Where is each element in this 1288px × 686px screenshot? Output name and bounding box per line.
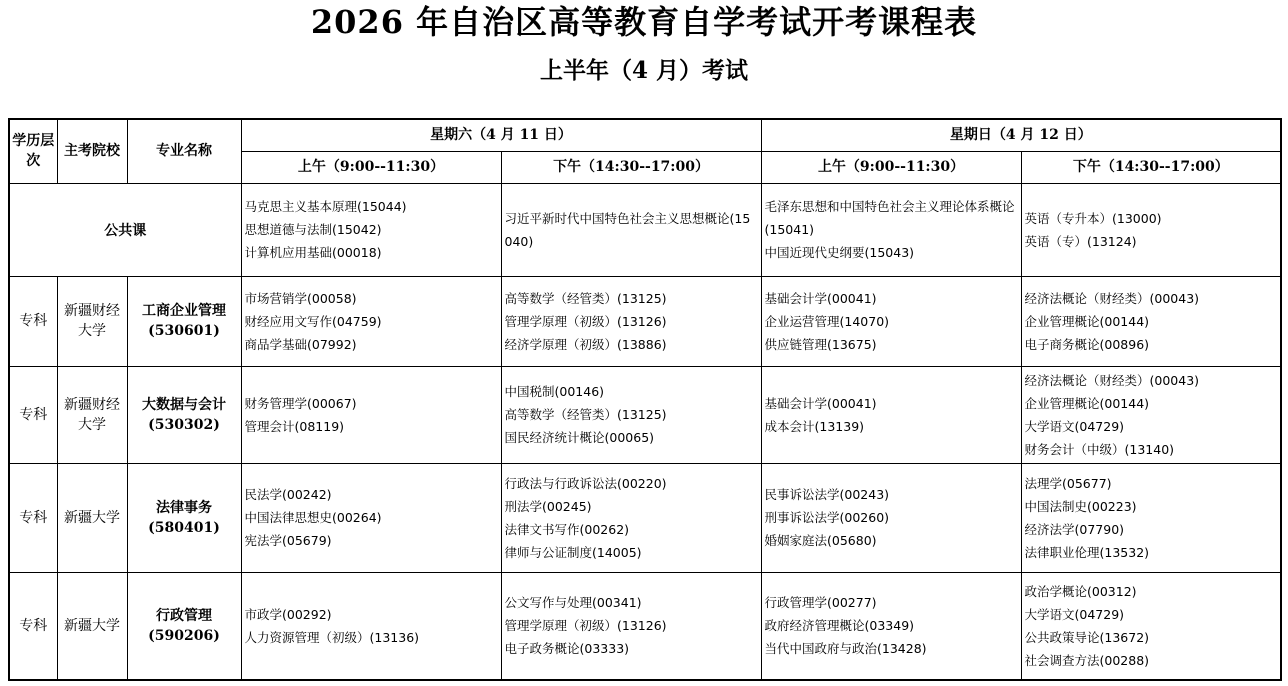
sat-am-courses <box>241 366 501 463</box>
school-cell: 新疆大学 <box>57 463 127 572</box>
public-sun-am <box>761 183 1021 276</box>
course-item: 行政法与行政诉讼法(00220) <box>504 475 667 491</box>
public-course-label: 公共课 <box>9 183 241 276</box>
header-sun-am: 上午（9:00--11:30） <box>761 151 1021 183</box>
course-item: 电子政务概论(03333) <box>504 641 630 657</box>
header-sat-pm: 下午（14:30--17:00） <box>501 151 761 183</box>
course-item: 英语（专升本）(13000) <box>1024 210 1162 226</box>
header-sunday: 星期日（4 月 12 日） <box>761 119 1281 151</box>
sun-am-courses <box>761 463 1021 572</box>
course-item: 毛泽东思想和中国特色社会主义理论体系概论(15041) <box>764 199 1015 237</box>
course-item: 社会调查方法(00288) <box>1024 652 1150 668</box>
major-row <box>9 463 1281 572</box>
header-sat-am: 上午（9:00--11:30） <box>241 151 501 183</box>
course-item: 当代中国政府与政治(13428) <box>764 641 927 657</box>
sat-pm-courses <box>501 463 761 572</box>
course-item: 市政学(00292) <box>244 606 332 622</box>
course-item: 中国法律思想史(00264) <box>244 510 382 525</box>
major-name: 大数据与会计 <box>142 396 226 413</box>
course-item: 管理学原理（初级）(13126) <box>504 618 667 634</box>
course-item: 管理会计(08119) <box>244 418 345 434</box>
course-item: 思想道德与法制(15042) <box>244 222 382 237</box>
exam-schedule-table <box>8 118 1282 681</box>
course-item: 民事诉讼法学(00243) <box>764 487 890 502</box>
public-course-row <box>9 183 1281 276</box>
course-item: 中国税制(00146) <box>504 384 605 399</box>
course-item: 供应链管理(13675) <box>764 336 877 352</box>
major-code: (580401) <box>148 519 220 536</box>
major-row <box>9 572 1281 680</box>
course-item: 政府经济管理概论(03349) <box>764 618 915 634</box>
course-item: 财经应用文写作(04759) <box>244 313 382 329</box>
course-item: 法律职业伦理(13532) <box>1024 544 1150 560</box>
course-item: 基础会计学(00041) <box>764 395 877 411</box>
sun-am-courses <box>761 366 1021 463</box>
course-item: 经济学原理（初级）(13886) <box>504 336 667 352</box>
course-item: 企业运营管理(14070) <box>764 313 890 329</box>
course-item: 财务会计（中级）(13140) <box>1024 441 1175 457</box>
major-cell <box>127 276 241 366</box>
sat-pm-courses <box>501 276 761 366</box>
course-item: 基础会计学(00041) <box>764 290 877 306</box>
major-name: 行政管理 <box>156 607 212 624</box>
header-sun-pm: 下午（14:30--17:00） <box>1021 151 1281 183</box>
major-name: 工商企业管理 <box>142 303 226 319</box>
public-sat-pm <box>501 183 761 276</box>
major-row <box>9 366 1281 463</box>
course-item: 刑事诉讼法学(00260) <box>764 510 890 525</box>
course-item: 计算机应用基础(00018) <box>244 245 382 260</box>
course-item: 高等数学（经管类）(13125) <box>504 407 667 422</box>
course-item: 企业管理概论(00144) <box>1024 313 1150 329</box>
course-item: 经济法概论（财经类）(00043) <box>1024 372 1200 388</box>
sat-am-courses <box>241 572 501 680</box>
course-item: 高等数学（经管类）(13125) <box>504 290 667 306</box>
course-item: 行政管理学(00277) <box>764 595 877 611</box>
course-item: 马克思主义基本原理(15044) <box>244 199 407 214</box>
major-name: 法律事务 <box>156 499 212 516</box>
course-item: 大学语文(04729) <box>1024 606 1125 622</box>
course-item: 政治学概论(00312) <box>1024 583 1137 599</box>
course-item: 民法学(00242) <box>244 487 332 502</box>
course-item: 婚姻家庭法(05680) <box>764 533 877 548</box>
major-row <box>9 276 1281 366</box>
sat-am-courses <box>241 276 501 366</box>
level-cell: 专科 <box>9 366 57 463</box>
sun-pm-courses <box>1021 572 1281 680</box>
course-item: 中国法制史(00223) <box>1024 498 1137 514</box>
level-cell: 专科 <box>9 572 57 680</box>
sun-pm-courses <box>1021 276 1281 366</box>
major-code: (530601) <box>148 323 220 339</box>
course-item: 习近平新时代中国特色社会主义思想概论(15040) <box>504 210 751 249</box>
public-sun-pm <box>1021 183 1281 276</box>
major-code: (590206) <box>148 627 220 644</box>
header-school: 主考院校 <box>57 119 127 183</box>
school-cell: 新疆财经大学 <box>57 276 127 366</box>
course-item: 法理学(05677) <box>1024 475 1112 491</box>
header-level: 学历层次 <box>9 119 57 183</box>
major-cell <box>127 572 241 680</box>
course-item: 国民经济统计概论(00065) <box>504 430 655 445</box>
course-item: 公文写作与处理(00341) <box>504 595 642 611</box>
course-item: 律师与公证制度(14005) <box>504 544 642 560</box>
sun-am-courses <box>761 572 1021 680</box>
header-major: 专业名称 <box>127 119 241 183</box>
sun-pm-courses <box>1021 463 1281 572</box>
course-item: 电子商务概论(00896) <box>1024 336 1150 352</box>
public-sat-am <box>241 183 501 276</box>
course-item: 宪法学(05679) <box>244 533 332 548</box>
major-cell <box>127 463 241 572</box>
course-item: 人力资源管理（初级）(13136) <box>244 629 420 645</box>
course-item: 经济法学(07790) <box>1024 521 1125 537</box>
course-item: 刑法学(00245) <box>504 498 592 514</box>
sat-pm-courses <box>501 366 761 463</box>
sat-am-courses <box>241 463 501 572</box>
page-title: 2026 年自治区高等教育自学考试开考课程表 <box>310 3 978 41</box>
school-cell: 新疆财经大学 <box>57 366 127 463</box>
course-item: 市场营销学(00058) <box>244 290 357 306</box>
course-item: 法律文书写作(00262) <box>504 521 630 537</box>
course-item: 财务管理学(00067) <box>244 395 357 411</box>
header-saturday: 星期六（4 月 11 日） <box>241 119 761 151</box>
course-item: 成本会计(13139) <box>764 418 865 434</box>
course-item: 商品学基础(07992) <box>244 336 357 352</box>
school-cell: 新疆大学 <box>57 572 127 680</box>
page-subtitle: 上半年（4 月）考试 <box>539 57 748 84</box>
level-cell: 专科 <box>9 463 57 572</box>
sat-pm-courses <box>501 572 761 680</box>
major-code: (530302) <box>148 416 220 433</box>
sun-am-courses <box>761 276 1021 366</box>
course-item: 管理学原理（初级）(13126) <box>504 313 667 329</box>
sun-pm-courses <box>1021 366 1281 463</box>
major-cell <box>127 366 241 463</box>
course-item: 公共政策导论(13672) <box>1024 629 1150 645</box>
course-item: 英语（专）(13124) <box>1024 233 1137 249</box>
course-item: 企业管理概论(00144) <box>1024 395 1150 411</box>
course-item: 中国近现代史纲要(15043) <box>764 245 915 260</box>
course-item: 经济法概论（财经类）(00043) <box>1024 290 1200 306</box>
level-cell: 专科 <box>9 276 57 366</box>
course-item: 大学语文(04729) <box>1024 418 1125 434</box>
